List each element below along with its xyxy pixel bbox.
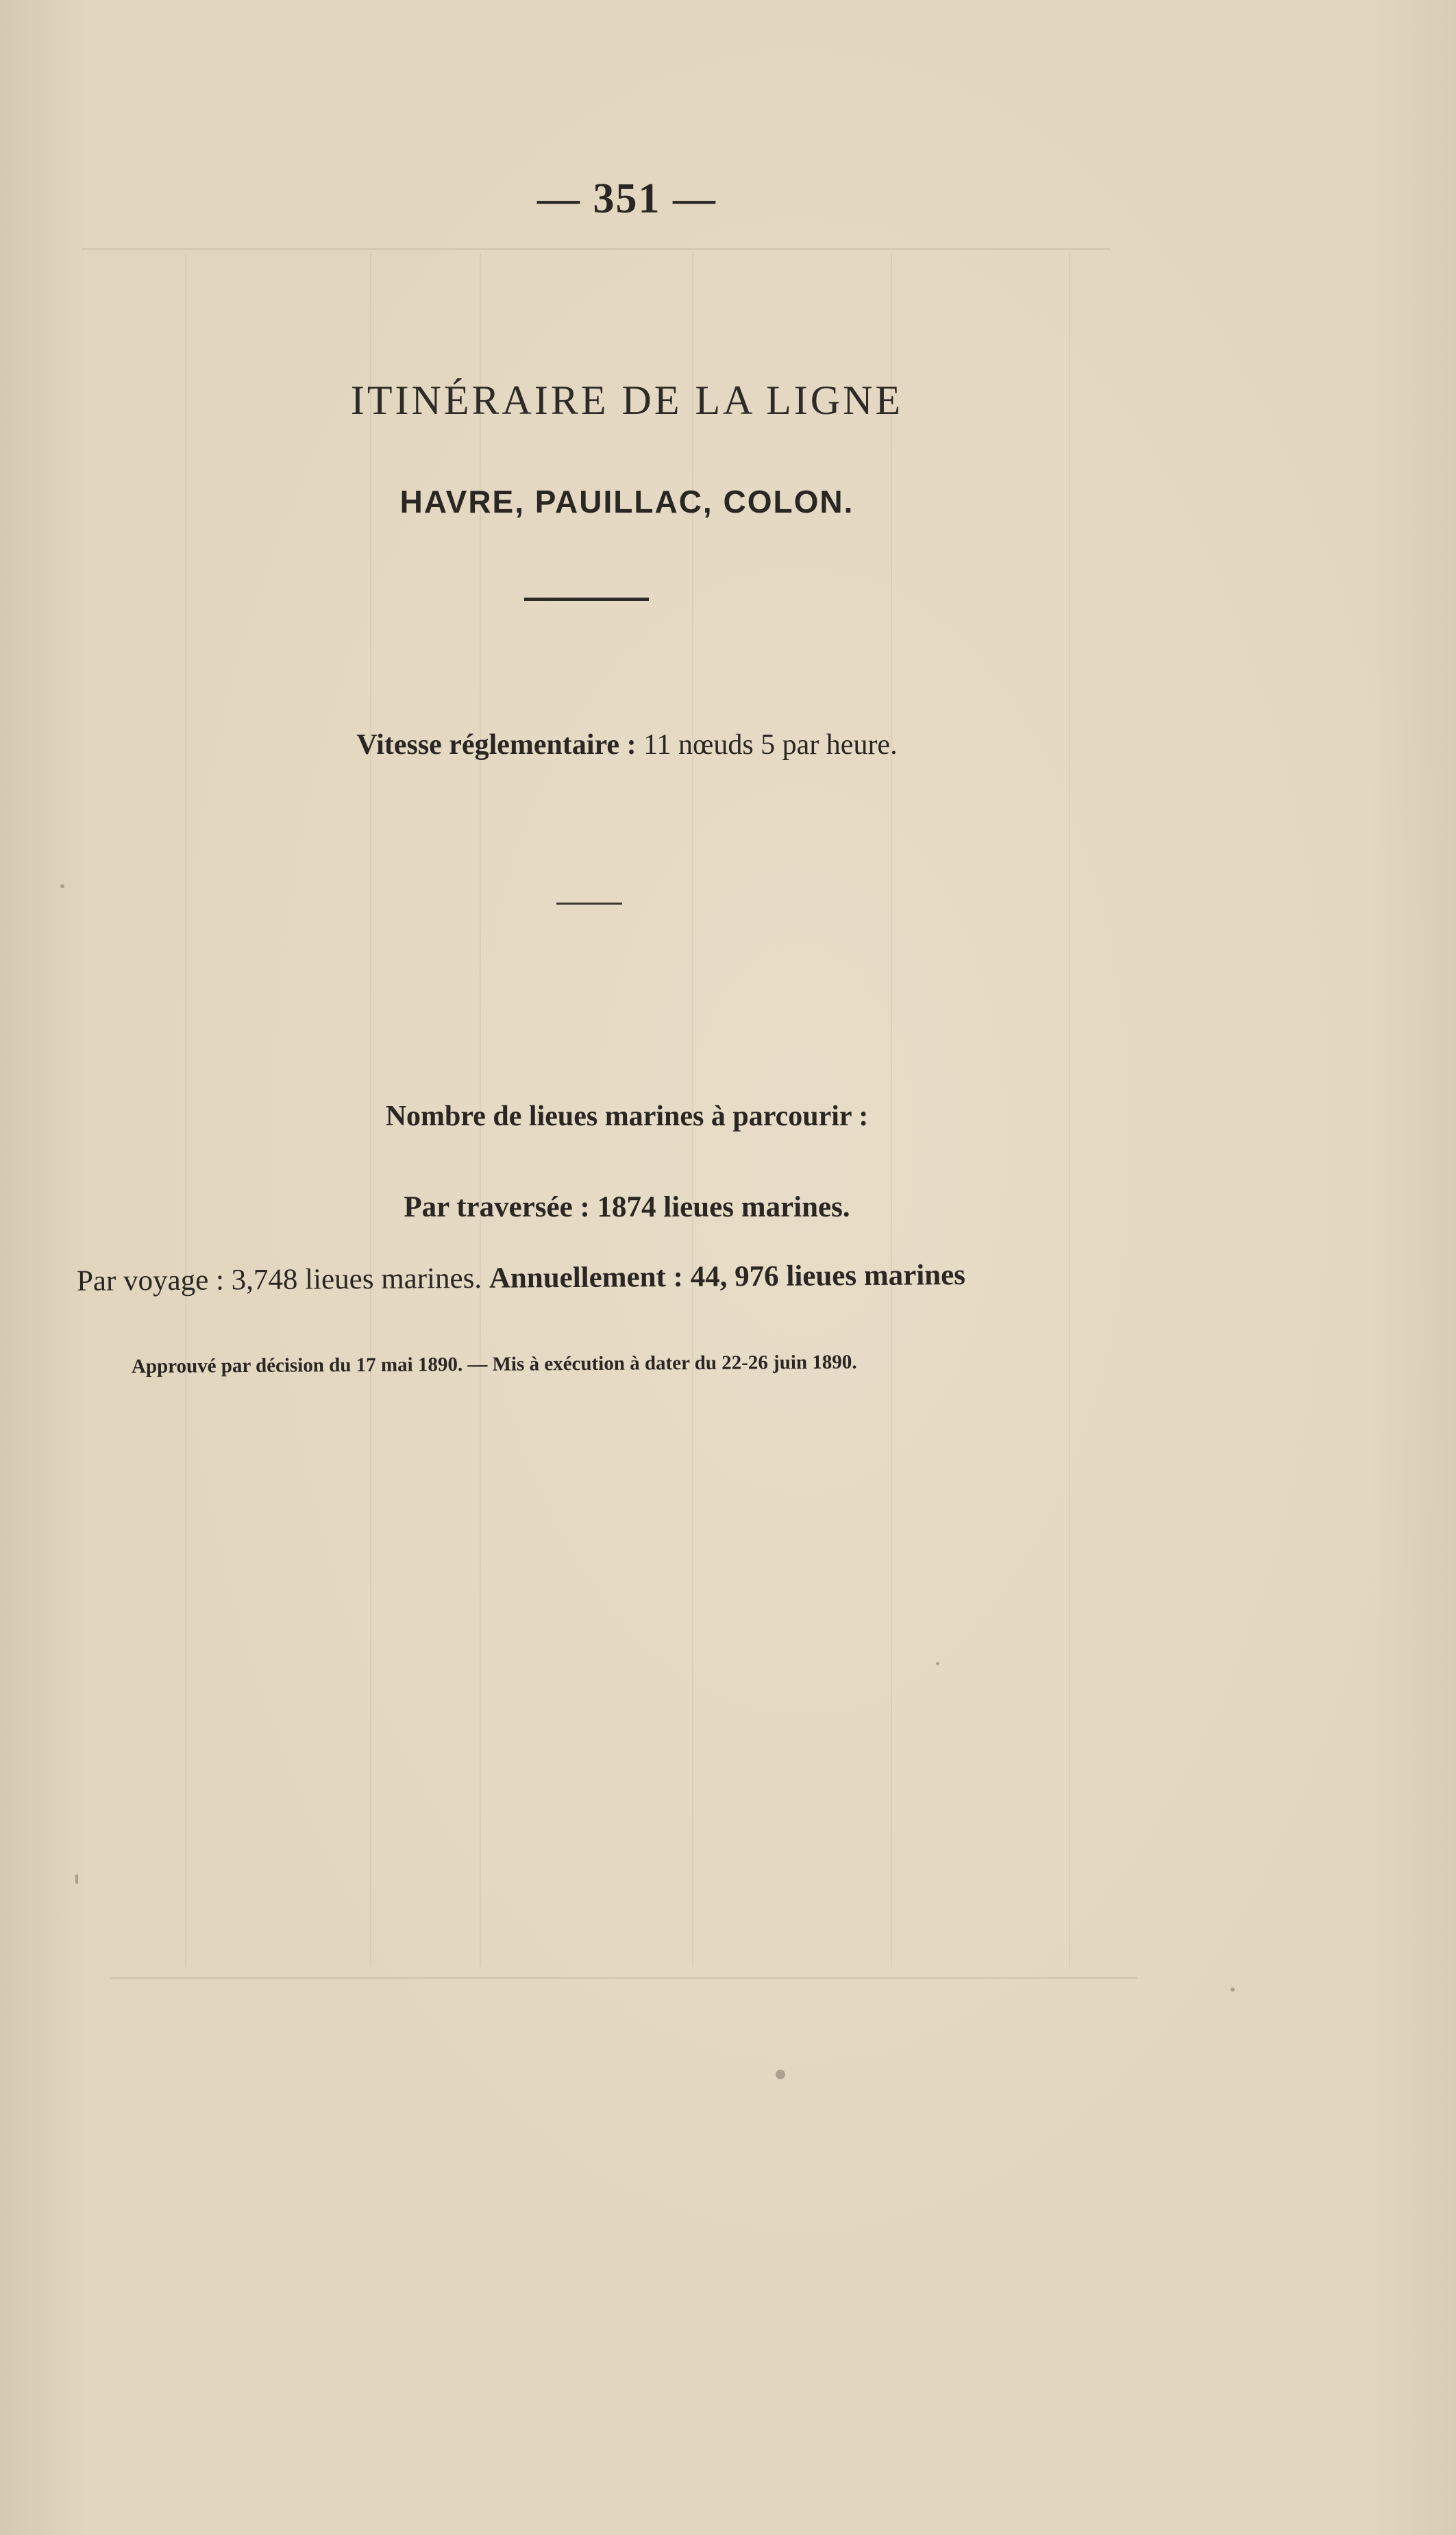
route-subtitle: HAVRE, PAUILLAC, COLON. (399, 484, 854, 519)
bleed-through-top-rule (82, 248, 1110, 250)
page-title: ITINÉRAIRE DE LA LIGNE (350, 378, 904, 423)
page-number: — 351 — (537, 175, 717, 222)
approval-note: Approuvé par décision du 17 mai 1890. — Mis à exécution à dater du 22-26 juin 1890. (131, 1351, 857, 1377)
per-crossing-line: Par traversée : 1874 lieues marines. (404, 1191, 850, 1223)
section-divider (556, 903, 622, 905)
distance-heading: Nombre de lieues marines à parcourir : (385, 1101, 869, 1132)
per-voyage-line (77, 1257, 1132, 1298)
ink-speck (60, 884, 64, 888)
title-divider (524, 598, 649, 601)
bleed-through-bottom-rule (110, 1977, 1137, 1979)
ink-speck (776, 2070, 785, 2079)
ink-speck (936, 1662, 939, 1665)
per-voyage-text: Par voyage : 3,748 lieues marines. (76, 1262, 482, 1297)
ink-speck (1231, 1987, 1235, 1992)
annual-distance-text: Annuellement : 44, 976 lieues marines (489, 1258, 966, 1295)
speed-line (0, 728, 1254, 761)
ink-speck (75, 1874, 78, 1884)
speed-label: Vitesse réglementaire : (356, 729, 637, 761)
speed-value: 11 nœuds 5 par heure. (643, 729, 898, 761)
